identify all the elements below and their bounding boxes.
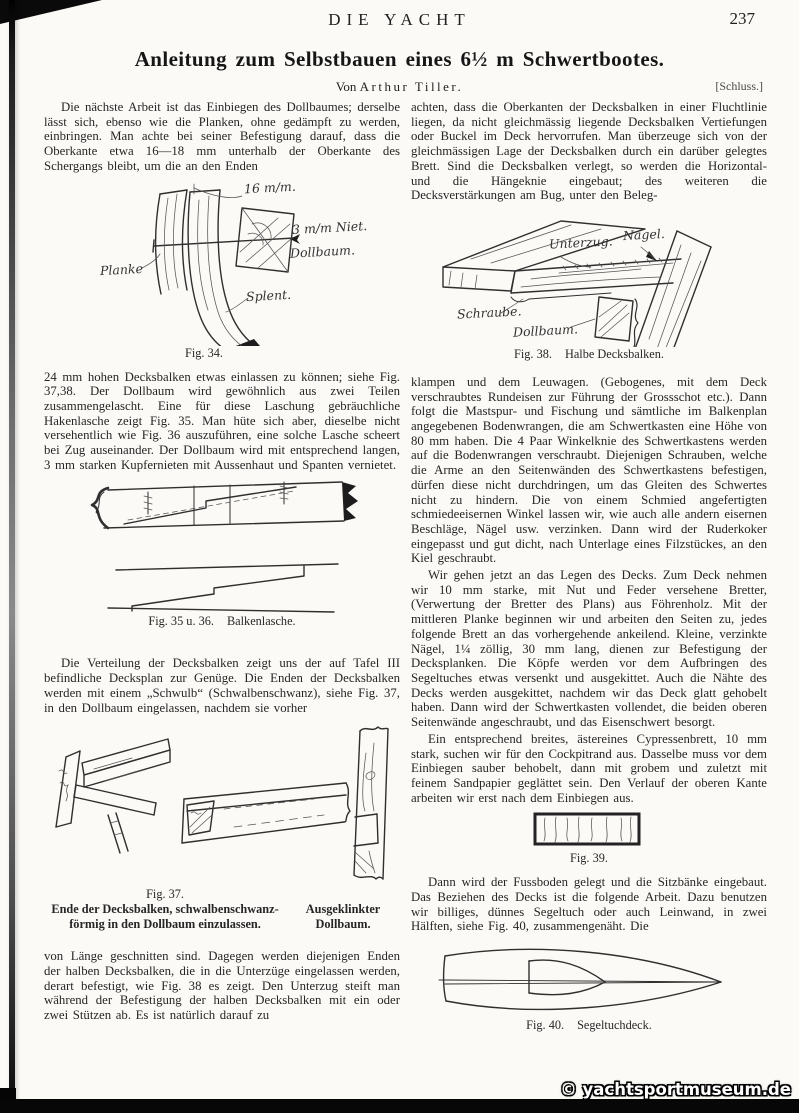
article-title: Anleitung zum Selbstbauen eines 6½ m Schwertbootes. — [134, 47, 665, 71]
figure-37 — [44, 723, 400, 945]
figure-38-sketch — [411, 209, 767, 347]
figure-37-captions — [44, 887, 400, 932]
figure-37-caption-right-line1: Ausgeklinkter — [305, 902, 381, 917]
handwritten-label-dollbaum: Dollbaum. — [289, 241, 356, 261]
figure-37-caption-right — [286, 902, 400, 932]
handwritten-label-unterzug: Unterzug. — [548, 233, 613, 252]
journal-title: DIE YACHT — [328, 10, 471, 29]
figure-37-caption-main-line1: Ende der Decksbalken, schwalbenschwanz- — [51, 902, 279, 917]
paragraph-right-4: Ein entsprechend breites, ästereines Cypressenbrett, 10 mm stark, suchen wir für den Cockpitrand aus. Dasselbe muss vor dem Einbiegen sauber behobelt, dann mit grobem und zuletzt mit feinem Sandpapier geglättet sein. Den Verlauf der oberen Kante arbeiten wir erst nach dem Einbiegen aus. — [411, 731, 767, 805]
figure-34-sketch — [44, 182, 400, 346]
handwritten-label-dollbaum-38: Dollbaum. — [512, 321, 579, 340]
figure-35-36-caption — [44, 614, 400, 629]
figure-39-caption: Fig. 39. — [570, 851, 608, 866]
paragraph-left-1: Die nächste Arbeit ist das Einbiegen des Dollbaumes; derselbe lässt sich, ebenso wie die Planken, ohne gedämpft zu werden, einbringen. Man achte bei seiner Befestigung darauf, dass die Oberkante etwa 16—18 mm unterhalb der Oberkante des Schergangs bleibt, um die an den Enden — [44, 100, 400, 173]
figure-35-36-sketch — [44, 474, 400, 614]
figure-40-sketch — [411, 944, 767, 1018]
figure-40 — [411, 944, 767, 1040]
figure-38-caption — [411, 347, 767, 362]
figure-35-36-caption-label: Balkenlasche. — [226, 614, 296, 629]
figure-39 — [411, 811, 767, 867]
figure-34-caption: Fig. 34. — [185, 345, 223, 360]
figure-37-caption-right-line2: Dollbaum. — [315, 917, 371, 932]
figure-40-caption-label: Segeltuchdeck. — [577, 1018, 652, 1033]
byline — [0, 79, 799, 95]
byline-note: [Schluss.] — [715, 79, 763, 93]
figure-34 — [44, 178, 400, 368]
handwritten-label-niet: 3 m/m Niet. — [291, 217, 368, 237]
handwritten-label-dimension: 16 m/m. — [243, 178, 297, 196]
left-column — [44, 100, 400, 1027]
paragraph-right-1: achten, dass die Oberkanten der Decksbalken in einer Fluchtlinie liegen, da nicht gleichmässig liegende Decksbalken Vertiefungen oder Buckel im Deck hervorrufen. Man überzeuge sich von der gleichmässigen Lage der Decksbalken durch ein darüber gelegtes Brett. Sind die Decksbalken verlegt, so werden die Horizontal- und die Hängeknie eingebaut; des weiteren die Decksverstärkungen am Bug, unter den Beleg- — [411, 100, 767, 203]
figure-35-36-caption-number: Fig. 35 u. 36. — [148, 614, 214, 629]
scan-artifact-bottom-bar — [0, 1099, 799, 1113]
paragraph-right-3: Wir gehen jetzt an das Legen des Decks. Zum Deck nehmen wir 10 mm starke, mit Nut und Feder versehene Bretter, (Verwertung der Bretter des Plans) aus Föhrenholz. Mit der mittleren Planke beginnen wir und arbeiten den Seiten zu, jedes folgende Brett an das vorhergehende ankeilend. Kleine, verzinkte Nägel, 1¼ zöllig, 30 mm lang, dienen zur Befestigung der Decksplanken. Die Köpfe werden vor dem Aufbringen des Segeltuches etwas versenkt und ausgekittet. Auch die Nähte des Decks werden ausgekittet, nachdem wir das Deck glatt gehobelt haben. Dann wird der Schwertkasten vollendet, die beiden oberen Seitenwände angeschraubt, und das Eisenschwert besorgt. — [411, 568, 767, 730]
byline-row — [0, 79, 799, 95]
figure-37-caption-number: Fig. 37. — [146, 887, 184, 902]
figure-37-caption-main-line2: förmig in den Dollbaum einzulassen. — [69, 917, 261, 932]
handwritten-label-nagel: Nagel. — [622, 225, 666, 244]
figure-39-sketch — [411, 811, 767, 851]
figure-38 — [411, 209, 767, 369]
paragraph-left-3: Die Verteilung der Decksbalken zeigt uns der auf Tafel III befindliche Decksplan zur Genüge. Die Enden der Decksbalken werden mit einem „Schwulb“ (Schwalbenschwanz), siehe Fig. 37, in den Dollbaum eingelassen, nachdem sie vorher — [44, 656, 400, 715]
paragraph-right-2: klampen und dem Leuwagen. (Gebogenes, mit dem Deck verschraubtes Rundeisen zur Führung der Grossschot etc.). Dann folgt die Mastspur- und Fischung und sämtliche im Balkenplan angegebenen Bodenwrangen, die am Schwertkasten eine Höhe von 80 mm haben. Die 4 Paar Winkelknie des Schwertkastens werden auf die Bodenwrangen verschraubt. Diejenigen Schrauben, welche die Arme an den Seitenwänden des Schwertkastens befestigen, dürfen diese nicht durchdringen, um das Gleiten des Schwertes nicht zu hindern. Die von einem Schmied angefertigten schmiedeeisernen Winkel lassen wir, wie auch alle andern eisernen Beschläge, Nägel usw. verzinken. Dann wird der Ruderkoker eingepasst und gut dicht, nach Unterlage eines Filzstückes, an den Kiel geschraubt. — [411, 374, 767, 566]
paragraph-left-4: von Länge geschnitten sind. Dagegen werden diejenigen Enden der halben Decksbalken, die in die Unterzüge eingelassen werden, derart befestigt, wie Fig. 38 es zeigt. Den Unterzug steift man während der Befestigung der halben Decksbalken mit ein oder zwei Stützen ab. Es ist natürlich darauf zu — [44, 949, 400, 1023]
handwritten-label-splent: Splent. — [245, 286, 292, 304]
byline-prefix: Von — [335, 79, 357, 94]
figure-40-caption-number: Fig. 40. — [526, 1018, 565, 1033]
right-column — [411, 100, 767, 1040]
paragraph-left-2: 24 mm hohen Decksbalken etwas einlassen zu können; siehe Fig. 37,38. Der Dollbaum wird gewöhnlich aus zwei Teilen zusammengelascht. Eine für diese Laschung gebräuchliche Hakenlasche zeigt Fig. 35. Man hüte sich aber, dieselbe nicht versehentlich wie Fig. 36 auszuführen, eine solche Lasche scheert bei Zug auseinander. Der Dollbaum wird mit entsprechend langen, 3 mm starken Kupfernieten mit Aussenhaut und Spanten vernietet. — [44, 369, 400, 472]
page-number: 237 — [729, 9, 755, 28]
handwritten-label-schraube: Schraube. — [456, 303, 522, 322]
figure-38-caption-number: Fig. 38. — [514, 346, 552, 361]
figure-38-caption-label: Halbe Decksbalken. — [564, 346, 664, 361]
watermark: © yachtsportmuseum.de — [560, 1080, 791, 1099]
paragraph-right-5: Dann wird der Fussboden gelegt und die Sitzbänke eingebaut. Das Beziehen des Decks ist die folgende Arbeit. Dazu benutzen wir billiges, dünnes Segeltuch oder auch Leinwand, in zwei Hälften, siehe Fig. 40, zusammengenäht. Die — [411, 875, 767, 934]
figure-37-sketch — [44, 723, 400, 885]
author-name: Arthur Tiller. — [359, 79, 464, 94]
figure-37-caption-main — [44, 902, 286, 932]
scan-artifact-binding-line — [9, 0, 15, 1113]
handwritten-label-planke: Planke — [99, 260, 144, 278]
figure-40-caption — [411, 1018, 767, 1033]
figure-35-36 — [44, 474, 400, 652]
